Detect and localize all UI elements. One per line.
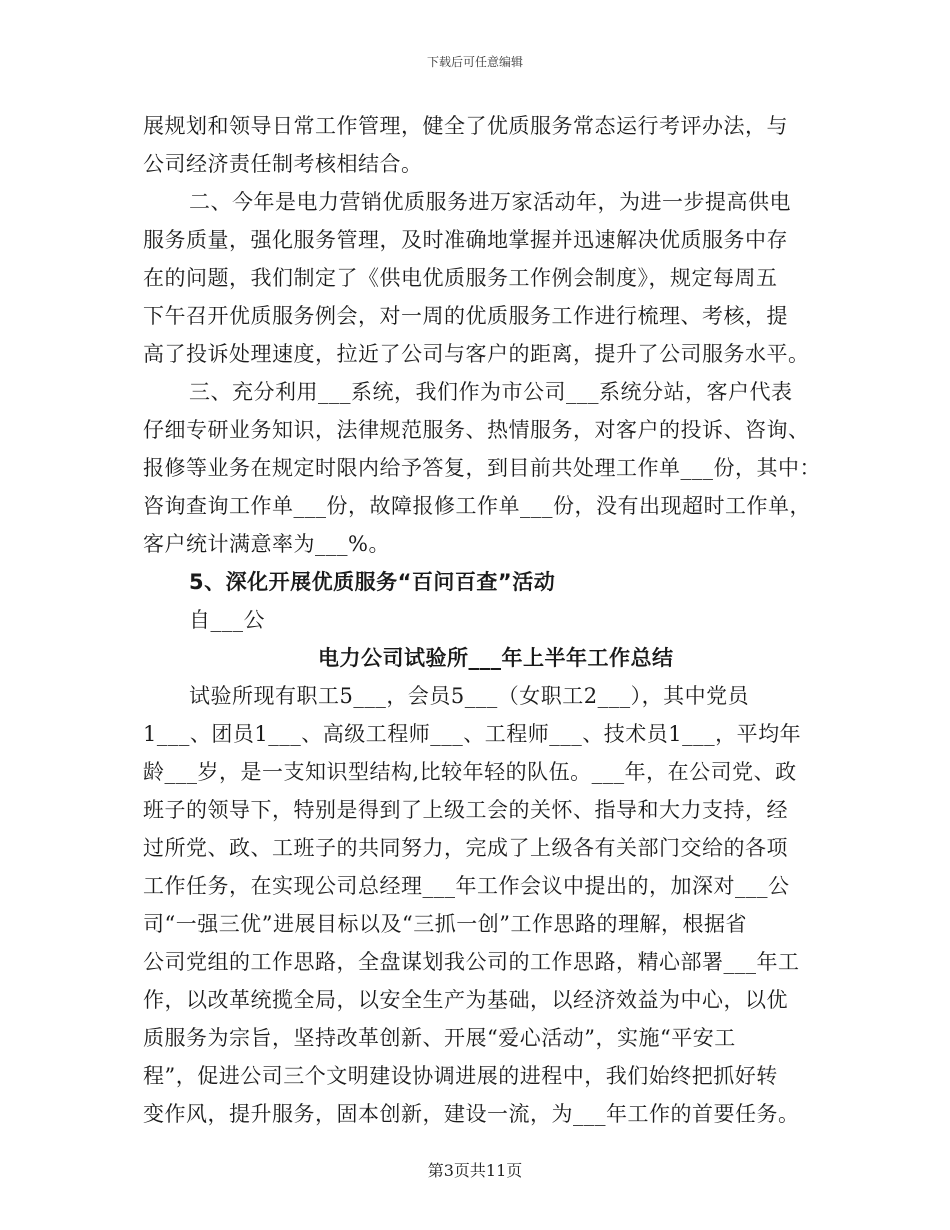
text-line: 在的问题，我们制定了《供电优质服务工作例会制度》，规定每周五 [143, 266, 778, 290]
text-line: 变作风，提升服务，固本创新，建设一流，为___年工作的首要任务。 [143, 1102, 800, 1126]
text-line: 程”，促进公司三个文明建设协调进展的进程中，我们始终把抓好转 [143, 1064, 778, 1088]
text-line: 下午召开优质服务例会，对一周的优质服务工作进行梳理、考核，提 [143, 304, 788, 328]
text-line: 作，以改革统揽全局，以安全生产为基础，以经济效益为中心，以优 [143, 988, 788, 1012]
text-line: 工作任务，在实现公司总经理___年工作会议中提出的，加深对___公 [143, 874, 790, 898]
text-line: 班子的领导下，特别是得到了上级工会的关怀、指导和大力支持，经 [143, 798, 788, 822]
document-title: 电力公司试验所___年上半年工作总结 [318, 646, 674, 670]
page-number: 第3页共11页 [427, 1161, 523, 1180]
text-line: 公司党组的工作思路，全盘谋划我公司的工作思路，精心部署___年工 [143, 950, 800, 974]
text-line: 报修等业务在规定时限内给予答复，到目前共处理工作单___份，其中： [143, 456, 821, 480]
text-line: 展规划和领导日常工作管理，健全了优质服务常态运行考评办法，与 [143, 114, 788, 138]
text-line: 仔细专研业务知识，法律规范服务、热情服务，对客户的投诉、咨询、 [143, 418, 810, 442]
text-line: 高了投诉处理速度，拉近了公司与客户的距离，提升了公司服务水平。 [143, 342, 810, 366]
text-line: 1___、团员1___、高级工程师___、工程师___、技术员1___，平均年 [143, 722, 802, 746]
text-line: 公司经济责任制考核相结合。 [143, 152, 423, 176]
text-line: 龄___岁，是一支知识型结构,比较年轻的队伍。___年，在公司党、政 [143, 760, 797, 784]
text-line: 司“一强三优”进展目标以及“三抓一创”工作思路的理解，根据省 [143, 912, 747, 936]
page-header-note: 下载后可任意编辑 [426, 55, 523, 69]
text-line: 试验所现有职工5___，会员5___（女职工2___），其中党员 [189, 684, 750, 708]
text-line: 三、充分利用___系统，我们作为市公司___系统分站，客户代表 [189, 380, 793, 404]
text-line: 二、今年是电力营销优质服务进万家活动年，为进一步提高供电 [189, 190, 791, 214]
section-heading: 5、深化开展优质服务“百问百查”活动 [189, 570, 556, 594]
text-line: 客户统计满意率为___%。 [143, 532, 390, 556]
text-line: 服务质量，强化服务管理，及时准确地掌握并迅速解决优质服务中存 [143, 228, 788, 252]
text-line: 过所党、政、工班子的共同努力，完成了上级各有关部门交给的各项 [143, 836, 788, 860]
text-line: 质服务为宗旨，坚持改革创新、开展“爱心活动”，实施“平安工 [143, 1026, 736, 1050]
text-line: 咨询查询工作单___份，故障报修工作单___份，没有出现超时工作单， [143, 494, 811, 518]
text-line: 自___公 [189, 608, 265, 632]
